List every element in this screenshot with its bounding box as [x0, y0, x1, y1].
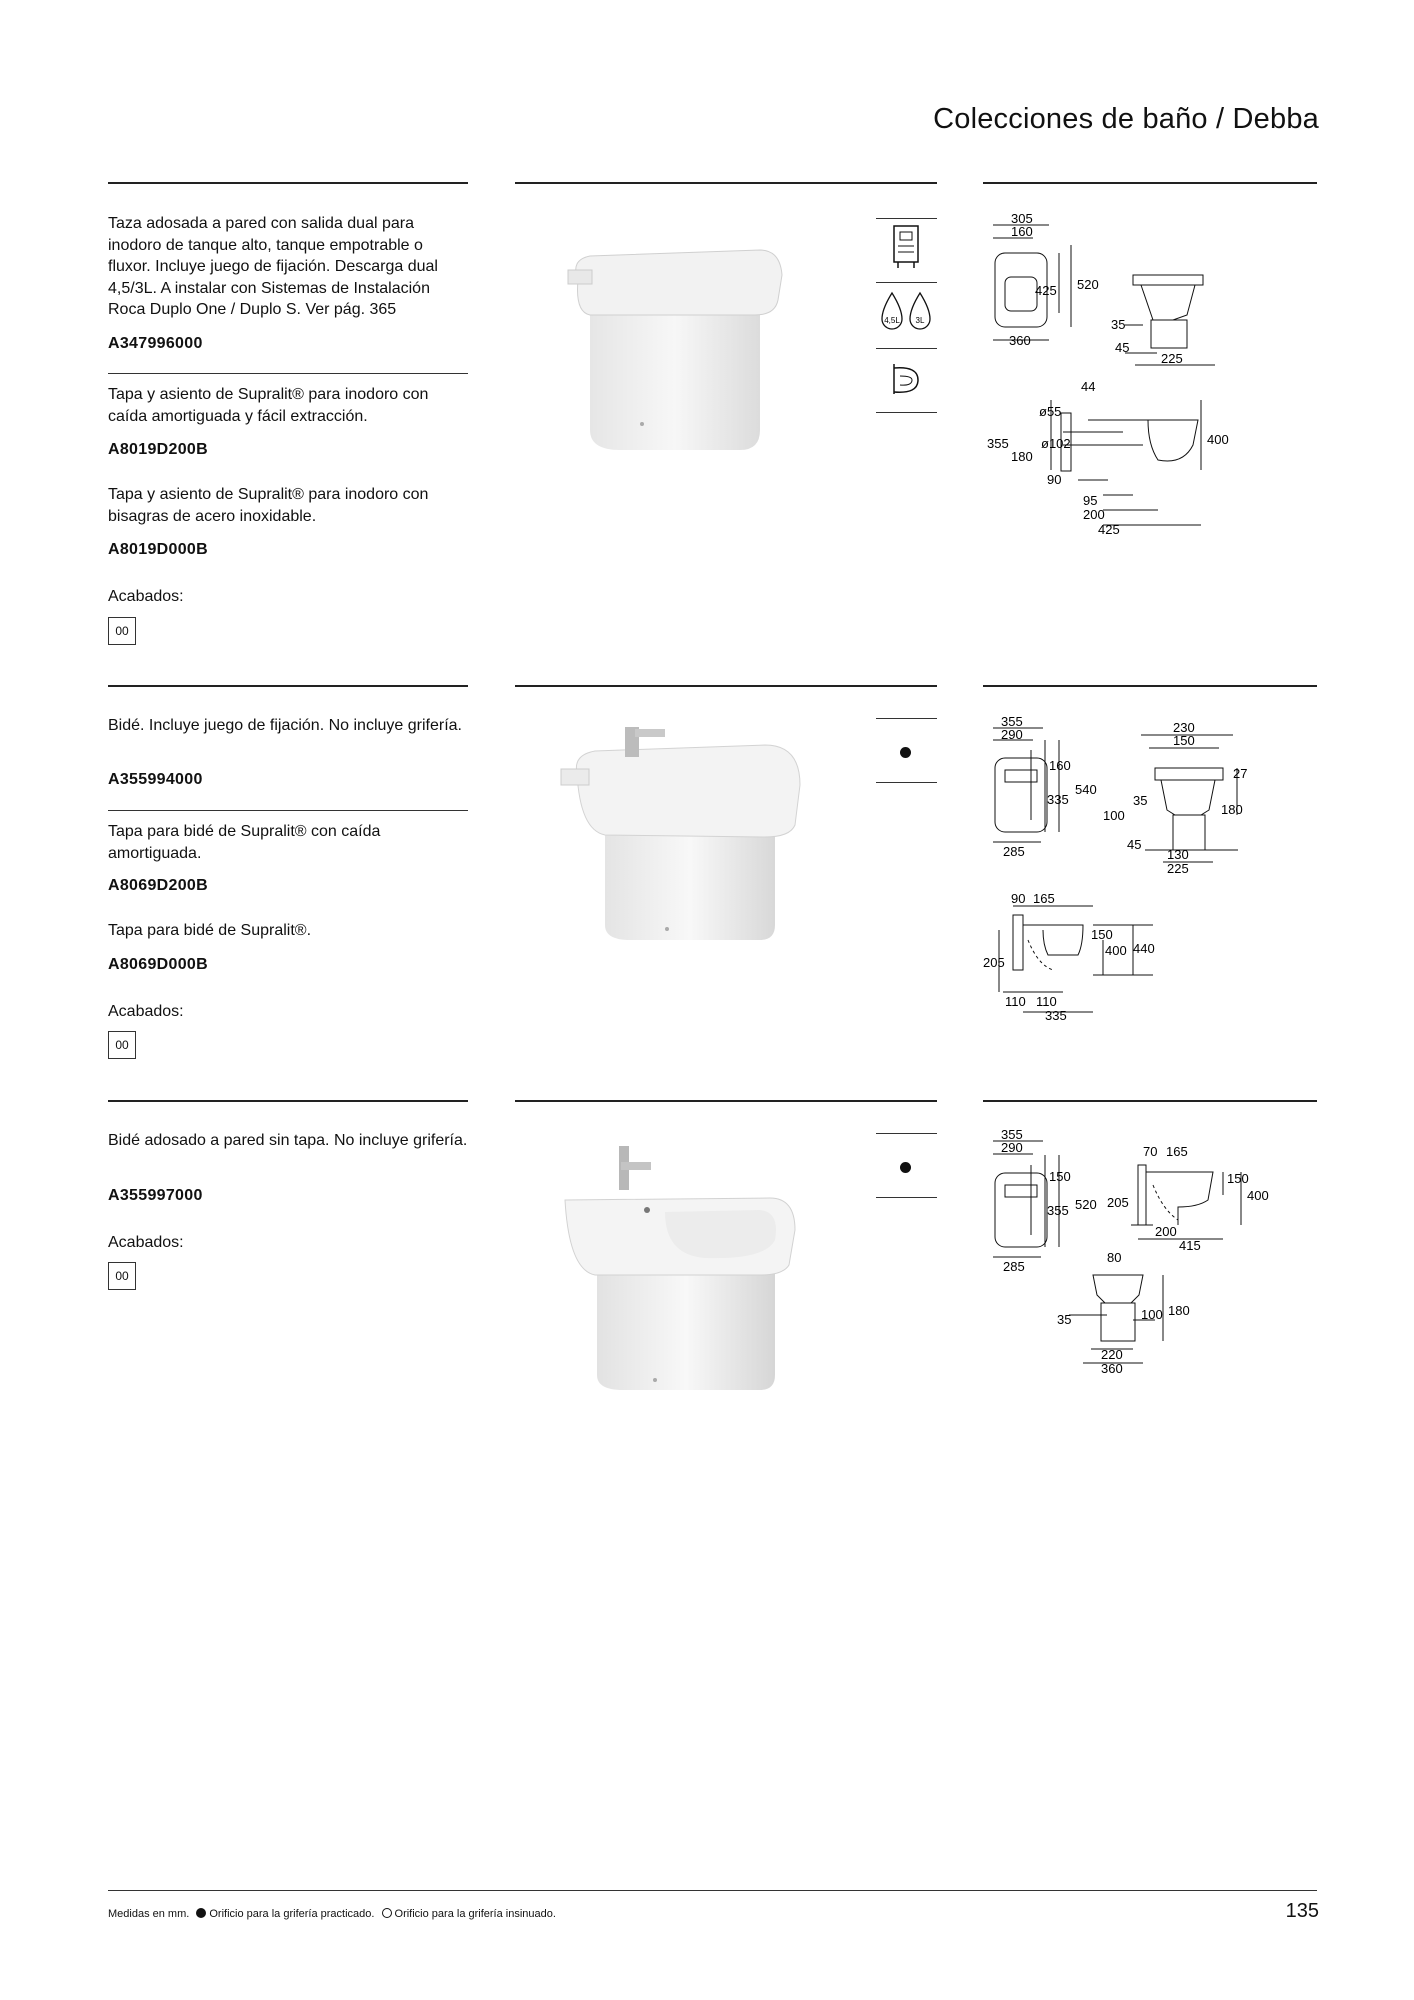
dim-label: 540 — [1075, 782, 1097, 797]
icon-rule — [876, 1133, 937, 1134]
technical-drawing-toilet — [983, 205, 1317, 545]
dim-label: 35 — [1057, 1312, 1072, 1327]
dim-label: 100 — [1103, 808, 1125, 823]
dim-label: 180 — [1221, 802, 1243, 817]
flush-label-3: 3L — [915, 316, 925, 325]
dim-label: 355 — [1001, 714, 1023, 729]
technical-drawing-bidet — [983, 710, 1317, 1030]
dim-label: ø102 — [1041, 436, 1071, 451]
product-description: Tapa para bidé de Supralit®. — [108, 922, 312, 939]
dim-label: 80 — [1107, 1250, 1122, 1265]
dim-label: 205 — [983, 955, 1005, 970]
icon-rule — [876, 1197, 937, 1198]
dim-label: 400 — [1105, 943, 1127, 958]
concealed-cistern-icon — [890, 224, 922, 270]
dim-label: 110 — [1036, 994, 1057, 1009]
dim-label: 70 — [1143, 1144, 1158, 1159]
product-code: A355997000 — [108, 1187, 203, 1204]
section-3-rule-text — [108, 1100, 468, 1102]
dim-label: 35 — [1111, 317, 1126, 332]
dim-label: 355 — [987, 436, 1009, 451]
dim-label: 150 — [1049, 1169, 1071, 1184]
dim-label: 90 — [1047, 472, 1062, 487]
dim-label: 180 — [1168, 1303, 1190, 1318]
product-description: Bidé. Incluye juego de fijación. No incluye grifería. — [108, 717, 462, 734]
dim-label: 415 — [1179, 1238, 1201, 1253]
dim-label: 290 — [1001, 1140, 1023, 1155]
dual-flush-icon — [876, 289, 938, 337]
technical-drawing-wall-bidet — [983, 1125, 1317, 1375]
icon-rule — [876, 782, 937, 783]
dim-label: 360 — [1009, 333, 1031, 348]
footer-note-drilled: Orificio para la grifería practicado. — [209, 1908, 375, 1920]
product-code: A8019D200B — [108, 441, 208, 458]
dim-label: 180 — [1011, 449, 1033, 464]
finish-swatch: 00 — [108, 617, 136, 645]
dim-label: 150 — [1173, 733, 1195, 748]
section-3-rule-drawing — [983, 1100, 1317, 1102]
dim-label: 400 — [1247, 1188, 1269, 1203]
dim-label: 220 — [1101, 1347, 1123, 1362]
dim-label: 225 — [1161, 351, 1183, 366]
dim-label: 285 — [1003, 1259, 1025, 1274]
tap-hole-drilled-icon — [900, 1162, 911, 1173]
wall-hung-bidet-image — [555, 1140, 815, 1400]
dim-label: 355 — [1047, 1203, 1069, 1218]
product-code: A8019D000B — [108, 541, 208, 558]
dim-label: 200 — [1083, 507, 1105, 522]
icon-rule — [876, 718, 937, 719]
dim-label: 150 — [1227, 1171, 1249, 1186]
dim-label: 44 — [1081, 379, 1096, 394]
item-divider — [108, 373, 468, 374]
product-code: A355994000 — [108, 771, 203, 788]
finishes-label: Acabados: — [108, 588, 184, 605]
filled-circle-icon — [196, 1908, 206, 1918]
dim-label: 305 — [1011, 211, 1033, 226]
footer-rule — [108, 1890, 1317, 1891]
dim-label: 160 — [1011, 224, 1033, 239]
dim-label: 440 — [1133, 941, 1155, 956]
dim-label: 45 — [1127, 837, 1142, 852]
dim-label: 95 — [1083, 493, 1098, 508]
finishes-label: Acabados: — [108, 1234, 184, 1251]
dim-label: 27 — [1233, 766, 1248, 781]
product-description: Bidé adosado a pared sin tapa. No incluye grifería. — [108, 1132, 468, 1149]
dim-label: 285 — [1003, 844, 1025, 859]
wall-hung-toilet-image — [560, 240, 810, 470]
finishes-label: Acabados: — [108, 1003, 184, 1020]
dim-label: 150 — [1091, 927, 1113, 942]
dim-label: 520 — [1077, 277, 1099, 292]
finish-swatch: 00 — [108, 1031, 136, 1059]
dim-label: 130 — [1167, 847, 1189, 862]
dim-label: 100 — [1141, 1307, 1163, 1322]
section-1-rule-drawing — [983, 182, 1317, 184]
soft-close-seat-icon — [888, 360, 924, 400]
dim-label: 225 — [1167, 861, 1189, 876]
icon-rule — [876, 282, 937, 283]
dim-label: 200 — [1155, 1224, 1177, 1239]
dim-label: 290 — [1001, 727, 1023, 742]
dim-label: 425 — [1035, 283, 1057, 298]
dim-label: 90 — [1011, 891, 1026, 906]
dim-label: 335 — [1045, 1008, 1067, 1023]
dim-label: 205 — [1107, 1195, 1129, 1210]
icon-rule — [876, 412, 937, 413]
product-code: A8069D000B — [108, 956, 208, 973]
section-1-rule-image — [515, 182, 937, 184]
bidet-image — [555, 725, 815, 955]
icon-rule — [876, 348, 937, 349]
icon-rule — [876, 218, 937, 219]
dim-label: 355 — [1001, 1127, 1023, 1142]
page-number: 135 — [1285, 1900, 1319, 1922]
page-title: Colecciones de baño / Debba — [933, 103, 1319, 135]
product-description: Taza adosada a pared con salida dual para inodoro de tanque alto, tanque empotrable o fluxor. Incluye juego de fijación. Descarga dual 4,5/3L. A instalar con Sistemas de Instalación Roca Duplo One / Duplo S. Ver pág. 365 — [108, 215, 438, 318]
dim-label: 160 — [1049, 758, 1071, 773]
dim-label: 520 — [1075, 1197, 1097, 1212]
item-divider — [108, 810, 468, 811]
product-description: Tapa y asiento de Supralit® para inodoro con bisagras de acero inoxidable. — [108, 486, 429, 525]
footer-note-units: Medidas en mm. — [108, 1908, 190, 1920]
tap-hole-drilled-icon — [900, 747, 911, 758]
product-description: Tapa para bidé de Supralit® con caída amortiguada. — [108, 823, 381, 862]
product-code: A8069D200B — [108, 877, 208, 894]
empty-circle-icon — [382, 1908, 392, 1918]
finish-swatch: 00 — [108, 1262, 136, 1290]
dim-label: 165 — [1033, 891, 1055, 906]
section-2-rule-drawing — [983, 685, 1317, 687]
dim-label: 165 — [1166, 1144, 1188, 1159]
section-2-rule-text — [108, 685, 468, 687]
section-1-rule-text — [108, 182, 468, 184]
footer-note — [108, 1908, 556, 1920]
dim-label: 110 — [1005, 994, 1026, 1009]
dim-label: 400 — [1207, 432, 1229, 447]
section-3-rule-image — [515, 1100, 937, 1102]
dim-label: 230 — [1173, 720, 1195, 735]
dim-label: 45 — [1115, 340, 1130, 355]
dim-label: 335 — [1047, 792, 1069, 807]
dim-label: 425 — [1098, 522, 1120, 537]
product-code: A347996000 — [108, 335, 203, 352]
flush-label-45: 4,5L — [884, 316, 900, 325]
product-description: Tapa y asiento de Supralit® para inodoro con caída amortiguada y fácil extracción. — [108, 386, 429, 425]
dim-label: 360 — [1101, 1361, 1123, 1375]
footer-note-marked: Orificio para la grifería insinuado. — [394, 1908, 556, 1920]
dim-label: 35 — [1133, 793, 1148, 808]
section-2-rule-image — [515, 685, 937, 687]
dim-label: ø55 — [1039, 404, 1062, 419]
